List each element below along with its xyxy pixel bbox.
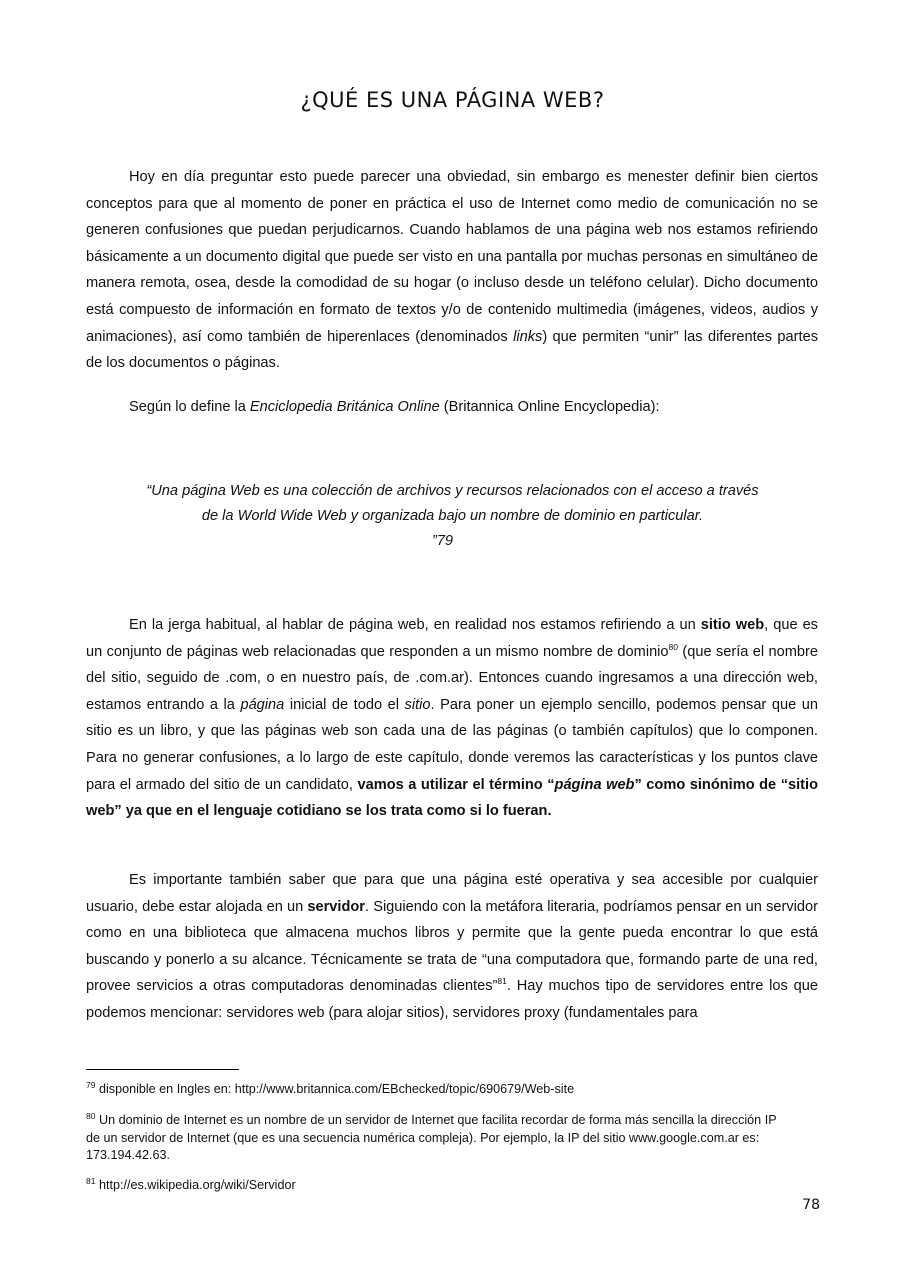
paragraph-text: . Para poner un ejemplo sencillo, podemos pensar que un sitio es un libro, y que las páginas web son cada una de las páginas (o también capítulos) que lo componen. Para no generar confusiones, a lo largo de este capítulo, donde veremos las características y los puntos clave para el armado del sitio de un candidato, [86,696,818,793]
bold-italic-term: página web [554,776,635,793]
paragraph-text: . Siguiendo con la metáfora literaria, podríamos pensar en un servidor como en una biblioteca que almacena muchos libros y permite que la gente pueda encontrar lo que está buscando y ponerlo a su alcance. Técnicamente se trata de “una computadora que, formando parte de una red, provee servicios a otras computadoras denominadas clientes” [86,898,818,995]
paragraph-text: Según lo define la [129,399,250,415]
paragraph-text: inicial de todo el [284,696,405,713]
block-quote: “Una página Web es una colección de archivos y recursos relacionados con el acceso a través de la World Wide Web y organizada bajo un nombre de dominio en particular. [146,483,759,524]
paragraph-servidor [86,867,818,1027]
footnote-number: 80 [86,1110,96,1121]
italic-term: sitio [404,696,431,713]
paragraph-text: (Britannica Online Encyclopedia): [439,399,660,415]
paragraph-text: En la jerga habitual, al hablar de página web, en realidad nos estamos refiriendo a un [129,617,701,633]
bold-term: ” como sinónimo de “sitio web” ya que en el lenguaje cotidiano se los trata como si lo fueran. [86,776,819,820]
paragraph-definition-intro [86,394,818,421]
paragraph-text: (que sería el nombre del sitio, seguido de .com, o en nuestro país, de .com.ar). Entonces cuando ingresamos a una dirección web, estamos entrando a la [86,643,818,713]
page-title: ¿QUÉ ES UNA PÁGINA WEB? [300,88,605,112]
paragraph-text: Es importante también saber que para que una página esté operativa y sea accesible por cualquier usuario, debe estar alojada en un [86,872,818,915]
footnote-ref: 80 [668,641,679,652]
footnote-text: http://es.wikipedia.org/wiki/Servidor [95,1178,296,1192]
footnote-number: 79 [86,1079,96,1090]
paragraph-text: , que es un conjunto de páginas web relacionadas que responden a un mismo nombre de dominio [86,617,818,660]
italic-term: links [513,328,543,345]
italic-term: página [240,696,285,713]
page-number: 78 [802,1197,820,1213]
footnote-81 [86,1177,786,1195]
footnote-number: 81 [86,1175,96,1186]
footnote-text: disponible en Ingles en: http://www.britannica.com/EBchecked/topic/690679/Web-site [95,1082,575,1096]
footnote-79 [86,1081,786,1099]
paragraph-sitio-web [86,612,818,825]
paragraph-text: ) que permiten “unir” las diferentes partes de los documentos o páginas. [86,328,818,372]
quote-footnote-ref: ”79 [431,533,454,549]
paragraph-text: . Hay muchos tipo de servidores entre los que podemos mencionar: servidores web (para alojar sitios), servidores proxy (fundamentales para [86,978,818,1021]
footnote-text: Un dominio de Internet es un nombre de un servidor de Internet que facilita recordar de forma más sencilla la dirección IP de un servidor de Internet (que es una secuencia numérica compleja). Por ejemplo, la IP del sitio www.google.com.ar es: 173.194.42.63. [86,1113,777,1162]
paragraph-intro [86,164,818,377]
italic-term: Enciclopedia Británica Online [249,399,440,415]
footnote-ref: 81 [497,976,507,987]
bold-term: servidor [307,898,365,915]
paragraph-text: Hoy en día preguntar esto puede parecer una obviedad, sin embargo es menester definir bien ciertos conceptos para que al momento de poner en práctica el uso de Internet como medio de comunicación no se generen confusiones que puedan perjudicarnos. Cuando hablamos de una página web nos estamos refiriendo básicamente a un documento digital que puede ser visto en una pantalla por muchas personas en simultáneo de manera remota, osea, desde la comodidad de su hogar (o incluso desde un teléfono celular). Dicho documento está compuesto de información en formato de textos y/o de contenido multimedia (imágenes, videos, audios y animaciones), así como también de hiperenlaces (denominados [86,169,818,345]
footnote-80 [86,1112,786,1165]
footnote-divider [86,1069,239,1070]
bold-term: sitio web [700,617,765,633]
bold-term: vamos a utilizar el término “ [357,776,555,793]
